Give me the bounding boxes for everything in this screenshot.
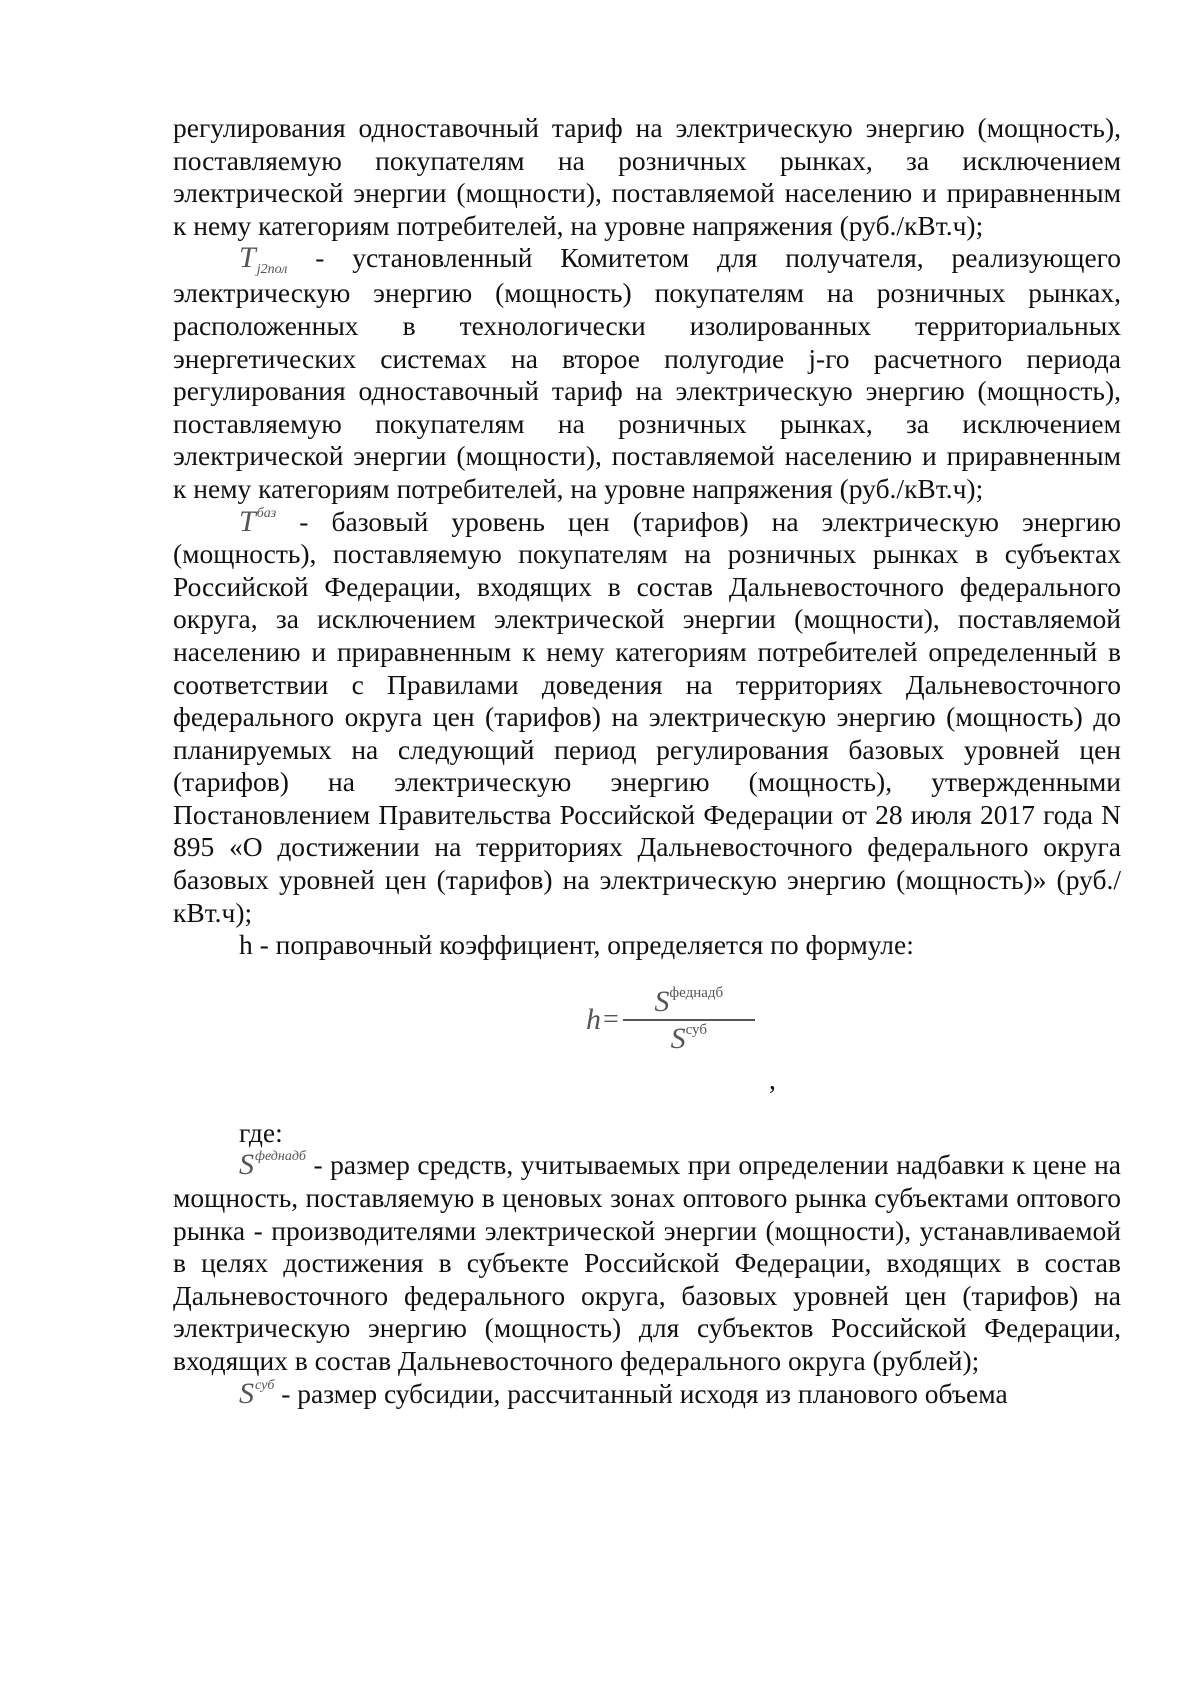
- paragraph-t-j2pol-text: - установленный Комитетом для получателя, реализующего электрическую энергию (мощность) покупателям на розничных рынках, расположенных в технологически изолированных территориальных энергетических системах на второе полугодие j-го расчетного периода регулирования одноставочный тариф на электрическую энергию (мощность), поставляемую покупателям на розничных рынках, за исключением электрической энергии (мощности), поставляемой населению и приравненным к нему категориям потребителей, на уровне напряжения (руб./кВт.ч);: [173, 242, 1121, 504]
- paragraph-t-baz-text: - базовый уровень цен (тарифов) на электрическую энергию (мощность), поставляемую покупателям на розничных рынках в субъектах Российской Федерации, входящих в состав Дальневосточного федерального округа, за исключением электрической энергии (мощности), поставляемой населению и приравненным к нему категориям потребителей определенный в соответствии с Правилами доведения на территориях Дальневосточного федерального округа цен (тарифов) на электрическую энергию (мощность) до планируемых на следующий период регулирования базовых уровней цен (тарифов) на электрическую энергию (мощность), утвержденными Постановлением Правительства Российской Федерации от 28 июля 2017 года N 895 «О достижении на территориях Дальневосточного федерального округа базовых уровней цен (тарифов) на электрическую энергию (мощность)» (руб./кВт.ч);: [173, 505, 1121, 928]
- paragraph-tariff-continuation: регулирования одноставочный тариф на электрическую энергию (мощность), поставляемую покупателям на розничных рынках, за исключением электрической энергии (мощности), поставляемой населению и приравненным к нему категориям потребителей, на уровне напряжения (руб./кВт.ч);: [173, 112, 1121, 241]
- paragraph-s-fednadb-text: - размер средств, учитываемых при определении надбавки к цене на мощность, поставляемую в ценовых зонах оптового рынка субъектами оптового рынка - производителями электрической энергии (мощности), устанавливаемой в целях достижения в субъекте Российской Федерации, входящих в состав Дальневосточного федерального округа, базовых уровней цен (тарифов) на электрическую энергию (мощность) для субъектов Российской Федерации, входящих в состав Дальневосточного федерального округа (рублей);: [173, 1149, 1121, 1376]
- fraction-bar: [623, 1019, 755, 1021]
- formula-lhs: h: [586, 1003, 601, 1037]
- formula-fraction: [623, 986, 755, 1055]
- formula-trailing-comma: ,: [769, 1063, 776, 1095]
- paragraph-h-definition: h - поправочный коэффициент, определяется по формуле:: [239, 929, 914, 961]
- document-page: [173, 112, 1121, 1410]
- symbol-t-baz: $T^{баз}$: [239, 504, 277, 538]
- paragraph-s-sub-text: - размер субсидии, рассчитанный исходя из планового объема: [274, 1377, 1008, 1409]
- formula-numerator: $S^{феднадб}$: [654, 984, 724, 1018]
- paragraph-t-j2pol-definition: [173, 242, 1121, 505]
- paragraph-s-sub-definition: [173, 1378, 1121, 1411]
- paragraph-where: где:: [239, 1116, 283, 1148]
- symbol-s-sub: $S^{суб}$: [239, 1376, 275, 1410]
- symbol-s-fednadb: $S^{феднадб}$: [239, 1148, 306, 1182]
- paragraph-t-baz-definition: [173, 506, 1121, 930]
- symbol-t-j2pol: $T_{j2пол}$: [239, 241, 288, 278]
- formula-h: [586, 986, 755, 1055]
- paragraph-s-fednadb-definition: [173, 1149, 1121, 1377]
- formula-equals: =: [603, 1004, 619, 1036]
- formula-block: [173, 980, 1121, 1105]
- formula-denominator: $S^{суб}$: [670, 1022, 707, 1056]
